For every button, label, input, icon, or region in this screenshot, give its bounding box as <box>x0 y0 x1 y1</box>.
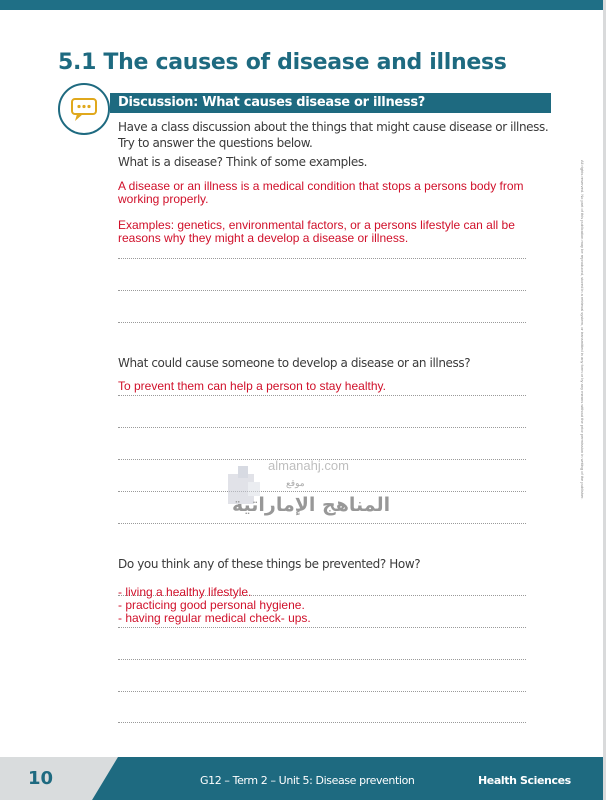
page-title: 5.1 The causes of disease and illness <box>58 50 507 75</box>
footer-subject-label: Health Sciences <box>478 774 571 787</box>
answer-line <box>118 691 526 692</box>
answer-text: To prevent them can help a person to stay healthy. <box>118 379 386 393</box>
footer-unit-label: G12 – Term 2 – Unit 5: Disease prevention <box>200 774 415 787</box>
answer-text: working properly. <box>118 192 209 206</box>
discussion-intro: Have a class discussion about the things that might cause disease or illness. <box>118 120 549 134</box>
question-prompt: Do you think any of these things be prevented? How? <box>118 557 421 571</box>
answer-text: A disease or an illness is a medical condition that stops a persons body from <box>118 179 524 193</box>
answer-line <box>118 722 526 723</box>
question-prompt: What is a disease? Think of some examples. <box>118 155 368 169</box>
answer-text: - having regular medical check- ups. <box>118 611 311 625</box>
watermark <box>226 458 391 528</box>
answer-text: reasons why they might a develop a disease or illness. <box>118 231 409 245</box>
page-number: 10 <box>28 768 54 789</box>
answer-text: - practicing good personal hygiene. <box>118 598 305 612</box>
answer-text: Examples: genetics, environmental factors, or a persons lifestyle can all be <box>118 218 515 232</box>
copyright-side-note: All rights reserved. No part of this publication may be reproduced, stored in a retrieval system, or transmitted in any form or by any means without the prior permission in writing of the publisher. <box>580 160 585 500</box>
answer-line <box>118 290 526 291</box>
watermark-url: almanahj.com <box>268 458 349 473</box>
answer-line <box>118 627 526 628</box>
answer-line <box>118 395 526 396</box>
speech-bubble-icon <box>69 95 101 125</box>
discussion-icon-badge <box>58 83 110 135</box>
answer-line <box>118 427 526 428</box>
answer-text: - living a healthy lifestyle. <box>118 585 252 599</box>
discussion-title: Discussion: What causes disease or illness? <box>118 95 426 110</box>
answer-line <box>118 258 526 259</box>
top-bar <box>0 0 603 10</box>
answer-line <box>118 659 526 660</box>
question-prompt: What could cause someone to develop a disease or an illness? <box>118 356 471 370</box>
answer-line <box>118 322 526 323</box>
watermark-arabic-small: موقع <box>286 478 305 488</box>
watermark-arabic-large: المناهج الإماراتية <box>232 494 391 516</box>
discussion-intro: Try to answer the questions below. <box>118 136 313 150</box>
